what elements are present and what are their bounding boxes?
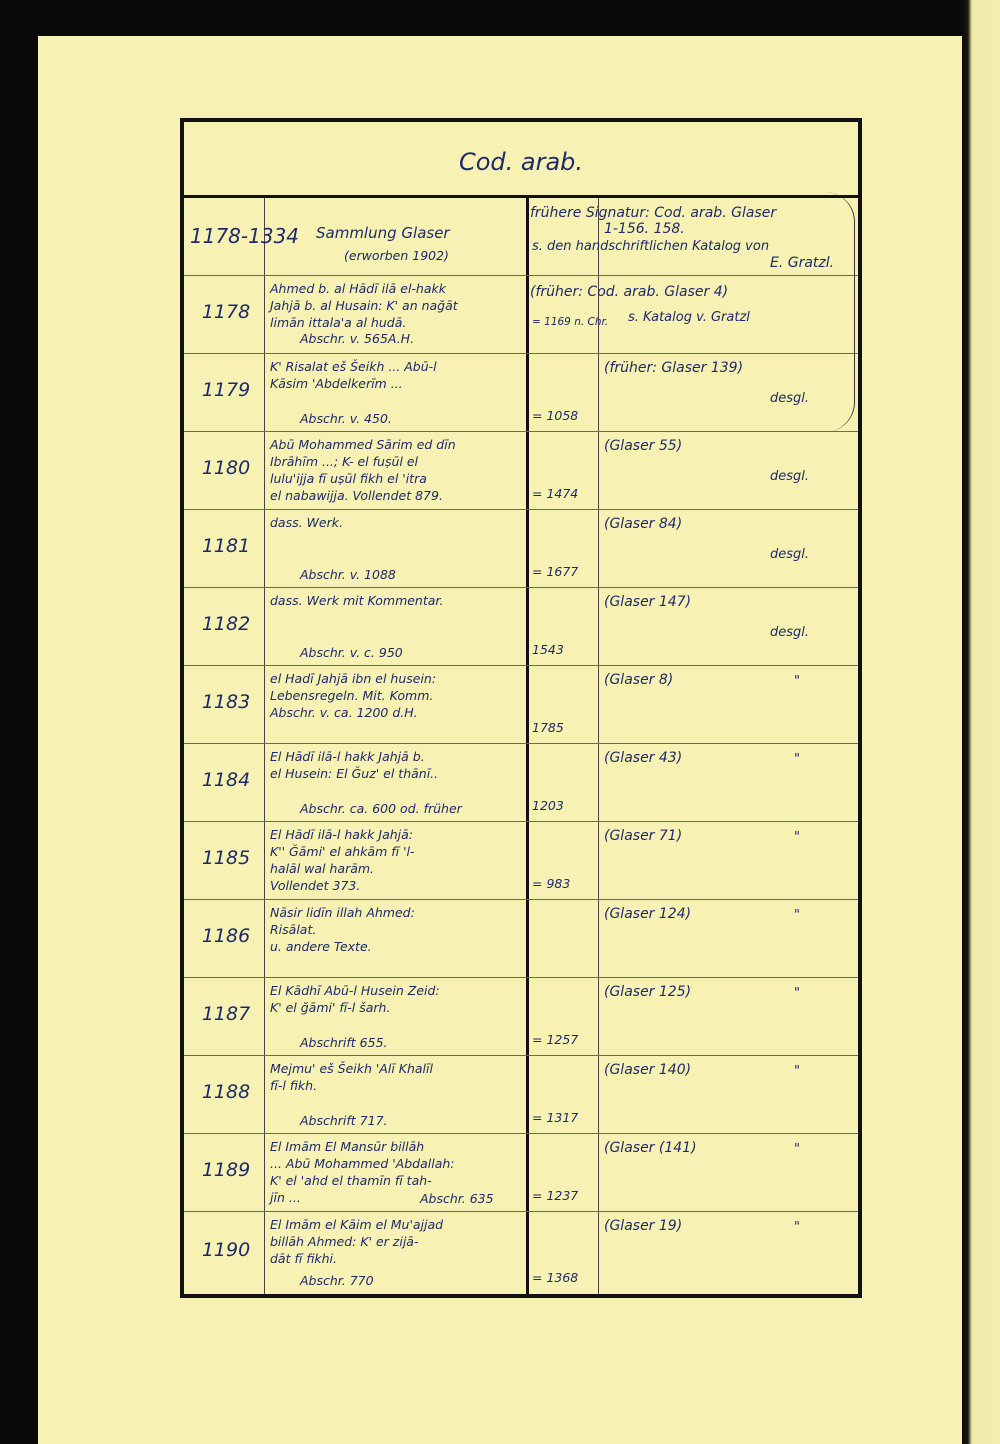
description-line: El Hādī ilā-l hakk Jahjā b. bbox=[270, 749, 425, 764]
shelf-number: 1185 bbox=[201, 847, 251, 869]
description-line: dass. Werk. bbox=[270, 515, 343, 530]
reference-note: desgl. bbox=[770, 391, 810, 406]
description-line: K' Risalat eš Šeikh ... Abū-l bbox=[270, 359, 437, 374]
gregorian-year: 1543 bbox=[532, 642, 564, 657]
copy-date: Abschr. ca. 600 od. früher bbox=[300, 801, 462, 816]
manuscript-description bbox=[270, 982, 524, 1050]
collection-title: Sammlung Glaser bbox=[316, 224, 450, 242]
catalog-card bbox=[180, 118, 862, 1298]
range-number: 1178-1334 bbox=[190, 224, 300, 248]
description-line: El Hādī ilā-l hakk Jahjā: bbox=[270, 827, 413, 842]
former-signature: frühere Signatur: Cod. arab. Glaser bbox=[530, 205, 777, 221]
manuscript-description bbox=[270, 436, 524, 504]
shelf-number: 1186 bbox=[201, 925, 251, 947]
gregorian-year: = 1474 bbox=[532, 486, 579, 501]
manuscript-description bbox=[270, 1060, 524, 1128]
description-line: Mejmu' eš Šeikh 'Alī Khalīl bbox=[270, 1061, 433, 1076]
table-row bbox=[184, 354, 858, 432]
acquisition-note: (erworben 1902) bbox=[344, 248, 449, 263]
description-line: K' el 'ahd el thamīn fī tah- bbox=[270, 1173, 432, 1188]
gregorian-year: = 1058 bbox=[532, 408, 579, 423]
description-line: Vollendet 373. bbox=[270, 878, 361, 893]
description-line: Risālat. bbox=[270, 922, 317, 937]
description-line: K'' Ğāmi' el ahkām fī 'l- bbox=[270, 844, 415, 859]
manuscript-description bbox=[270, 514, 524, 582]
reference-note: desgl. bbox=[770, 469, 810, 484]
manuscript-description bbox=[270, 904, 524, 955]
copy-date: Abschr. v. 1088 bbox=[300, 567, 396, 582]
description-line: Abū Mohammed Sārim ed dīn bbox=[270, 437, 456, 452]
copy-date: Abschr. v. 450. bbox=[300, 411, 392, 426]
manuscript-description bbox=[270, 670, 524, 721]
shelf-number: 1182 bbox=[201, 613, 251, 635]
shelf-number: 1187 bbox=[201, 1003, 251, 1025]
table-row bbox=[184, 510, 858, 588]
copy-date: Abschr. v. c. 950 bbox=[300, 645, 403, 660]
reference-note: " bbox=[794, 1142, 800, 1157]
former-shelfmark: (Glaser (141) bbox=[604, 1140, 697, 1156]
gregorian-year: 1203 bbox=[532, 798, 564, 813]
description-line: El Imām el Kāim el Mu'ajjad bbox=[270, 1217, 444, 1232]
description-line: Nāsir lidīn illah Ahmed: bbox=[270, 905, 415, 920]
card-title: Cod. arab. bbox=[184, 122, 858, 198]
former-shelfmark: (früher: Glaser 139) bbox=[604, 360, 744, 376]
reference-note: desgl. bbox=[770, 625, 810, 640]
reference-note: " bbox=[794, 1220, 800, 1235]
description-line: El Kādhī Abū-l Husein Zeid: bbox=[270, 983, 440, 998]
description-line: Lebensregeln. Mit. Komm. bbox=[270, 688, 434, 703]
page-fold bbox=[962, 0, 1000, 1444]
manuscript-description bbox=[270, 358, 524, 426]
table-row bbox=[184, 1134, 858, 1212]
manuscript-description bbox=[270, 280, 524, 346]
description-line: El Imām El Mansūr billāh bbox=[270, 1139, 425, 1154]
shelf-number: 1180 bbox=[201, 457, 251, 479]
gregorian-year: = 1677 bbox=[532, 564, 579, 579]
description-line: u. andere Texte. bbox=[270, 939, 372, 954]
copy-date: Abschr. 635 bbox=[420, 1191, 494, 1206]
table-row bbox=[184, 744, 858, 822]
gregorian-year: 1785 bbox=[532, 720, 564, 735]
description-line: Kāsim 'Abdelkerīm ... bbox=[270, 376, 403, 391]
manuscript-description bbox=[270, 826, 524, 894]
former-shelfmark: (Glaser 84) bbox=[604, 516, 683, 532]
shelf-number: 1184 bbox=[201, 769, 251, 791]
shelf-number: 1189 bbox=[201, 1159, 251, 1181]
manuscript-description bbox=[270, 1216, 524, 1288]
copy-date: Abschrift 717. bbox=[300, 1113, 388, 1128]
former-shelfmark: (Glaser 125) bbox=[604, 984, 692, 1000]
description-line: halāl wal harām. bbox=[270, 861, 375, 876]
description-line: Jahjā b. al Husain: K' an nağāt bbox=[270, 298, 458, 313]
catalog-author: E. Gratzl. bbox=[770, 255, 835, 271]
copy-date: Abschr. 770 bbox=[300, 1273, 374, 1288]
table-row bbox=[184, 900, 858, 978]
description-line: lulu'ijja fī uṣūl fikh el 'itra bbox=[270, 471, 427, 486]
former-shelfmark: (Glaser 55) bbox=[604, 438, 683, 454]
gregorian-year: = 983 bbox=[532, 876, 571, 891]
copy-date: Abschr. v. 565A.H. bbox=[300, 331, 415, 346]
former-shelfmark: (Glaser 19) bbox=[604, 1218, 683, 1234]
reference-note: s. Katalog v. Gratzl bbox=[628, 310, 750, 325]
manuscript-description bbox=[270, 592, 524, 660]
signature-range: 1-156. 158. bbox=[604, 221, 685, 237]
description-line: dass. Werk mit Kommentar. bbox=[270, 593, 444, 608]
former-shelfmark: (Glaser 8) bbox=[604, 672, 674, 688]
table-row bbox=[184, 978, 858, 1056]
description-line: el nabawijja. Vollendet 879. bbox=[270, 488, 443, 503]
header-row bbox=[184, 198, 858, 276]
description-line: billāh Ahmed: K' er zijā- bbox=[270, 1234, 419, 1249]
former-shelfmark: (Glaser 43) bbox=[604, 750, 683, 766]
manuscript-description bbox=[270, 1138, 524, 1206]
table-row bbox=[184, 666, 858, 744]
description-line: Ahmed b. al Hādī ilā el-hakk bbox=[270, 281, 446, 296]
manuscript-description bbox=[270, 748, 524, 816]
reference-note: " bbox=[794, 908, 800, 923]
copy-date: Abschrift 655. bbox=[300, 1035, 388, 1050]
former-shelfmark: (früher: Cod. arab. Glaser 4) bbox=[530, 284, 729, 300]
description-line: K' el ğāmi' fī-l šarh. bbox=[270, 1000, 391, 1015]
reference-note: " bbox=[794, 1064, 800, 1079]
description-line: ... Abū Mohammed 'Abdallah: bbox=[270, 1156, 455, 1171]
shelf-number: 1188 bbox=[201, 1081, 251, 1103]
description-line: limān ittala'a al hudā. bbox=[270, 315, 407, 330]
catalog-reference: s. den handschriftlichen Katalog von bbox=[532, 239, 770, 254]
reference-note: " bbox=[794, 674, 800, 689]
description-line: el Husein: El Ğuz' el thānī.. bbox=[270, 766, 439, 781]
description-line: Ibrāhīm ...; K- el fuṣūl el bbox=[270, 454, 418, 469]
description-line: dāt fī fikhi. bbox=[270, 1251, 337, 1266]
former-shelfmark: (Glaser 71) bbox=[604, 828, 683, 844]
reference-note: " bbox=[794, 830, 800, 845]
gregorian-year: = 1257 bbox=[532, 1032, 579, 1047]
table-row bbox=[184, 1056, 858, 1134]
gregorian-year: = 1368 bbox=[532, 1270, 579, 1285]
shelf-number: 1178 bbox=[201, 301, 251, 323]
table-row bbox=[184, 588, 858, 666]
former-shelfmark: (Glaser 124) bbox=[604, 906, 692, 922]
reference-note: " bbox=[794, 986, 800, 1001]
reference-note: desgl. bbox=[770, 547, 810, 562]
former-shelfmark: (Glaser 147) bbox=[604, 594, 692, 610]
former-shelfmark: (Glaser 140) bbox=[604, 1062, 692, 1078]
description-line: Abschr. v. ca. 1200 d.H. bbox=[270, 705, 418, 720]
table-row bbox=[184, 276, 858, 354]
description-line: fī-l fikh. bbox=[270, 1078, 318, 1093]
table-row bbox=[184, 432, 858, 510]
gregorian-year: = 1237 bbox=[532, 1188, 579, 1203]
table-row bbox=[184, 1212, 858, 1294]
margin-bracket bbox=[824, 192, 855, 432]
gregorian-year: = 1317 bbox=[532, 1110, 579, 1125]
table-row bbox=[184, 822, 858, 900]
shelf-number: 1183 bbox=[201, 691, 251, 713]
shelf-number: 1190 bbox=[201, 1239, 251, 1261]
description-line: jīn ... bbox=[270, 1190, 301, 1205]
shelf-number: 1181 bbox=[201, 535, 251, 557]
reference-note: " bbox=[794, 752, 800, 767]
shelf-number: 1179 bbox=[201, 379, 251, 401]
description-line: el Hadī Jahjā ibn el husein: bbox=[270, 671, 437, 686]
gregorian-year: = 1169 n. Chr. bbox=[532, 316, 609, 328]
